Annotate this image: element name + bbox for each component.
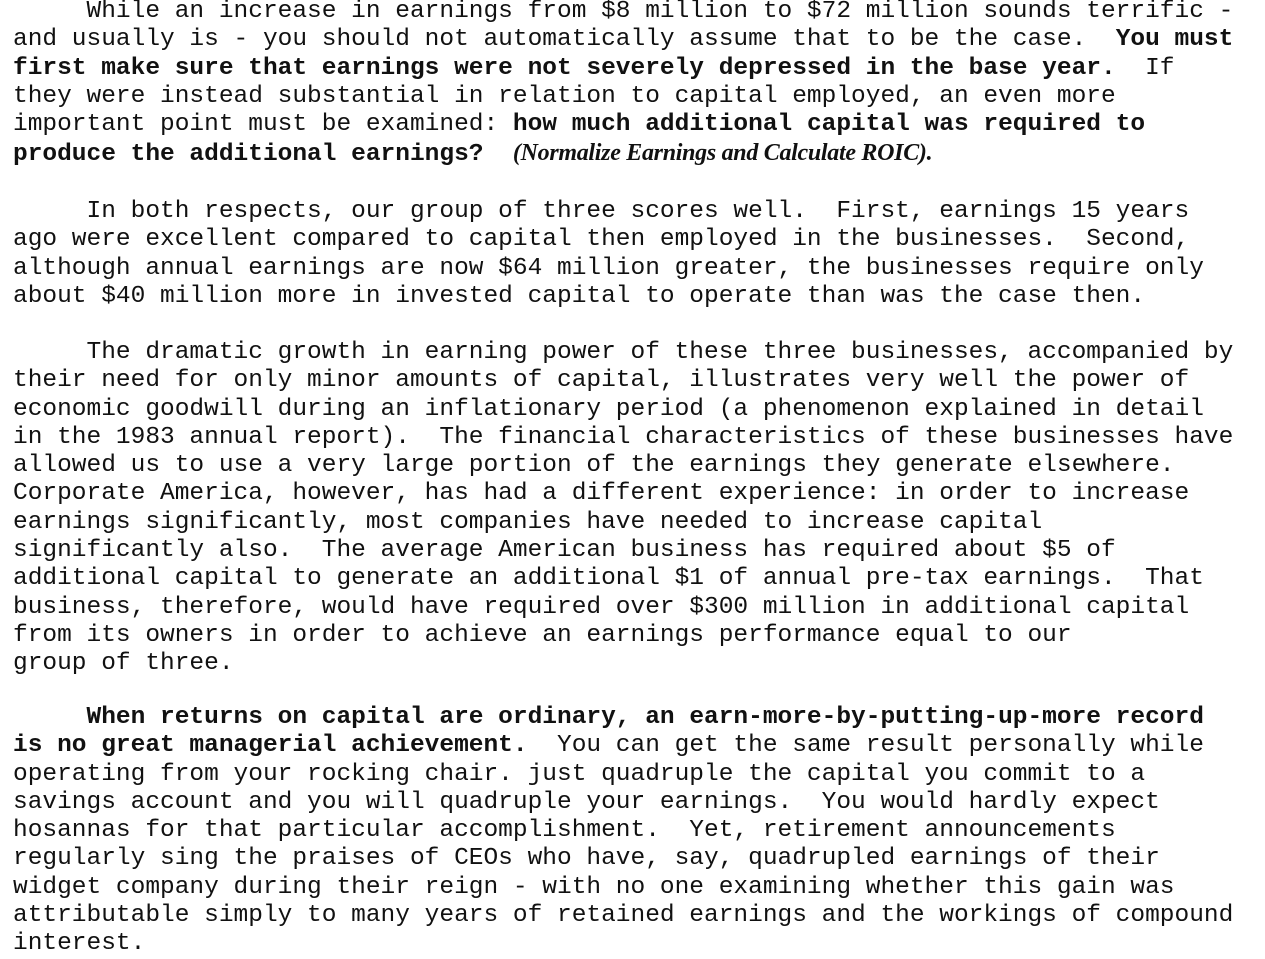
bold-text-span: When returns on capital are ordinary, an earn-more-by-putting-up-more record bbox=[86, 704, 1204, 731]
text-span: in the 1983 annual report). The financial characteristics of these businesses have bbox=[13, 423, 1234, 451]
text-span: If bbox=[1115, 54, 1175, 82]
text-line bbox=[13, 367, 1233, 395]
bold-text-span: first make sure that earnings were not severely depressed in the base year. bbox=[13, 54, 1116, 82]
text-span: significantly also. The average American business has required about $5 of bbox=[13, 537, 1116, 565]
text-span: operating from your rocking chair. just quadruple the capital you commit to a bbox=[13, 760, 1146, 788]
paragraph-4 bbox=[13, 704, 1233, 959]
text-line bbox=[13, 452, 1233, 480]
text-span: important point must be examined: bbox=[13, 111, 513, 139]
text-line bbox=[13, 424, 1233, 452]
text-line bbox=[13, 845, 1233, 873]
text-span: business, therefore, would have required over $300 million in additional capital bbox=[13, 593, 1190, 621]
text-span: about $40 million more in invested capital to operate than was the case then. bbox=[13, 282, 1146, 310]
text-span: allowed us to use a very large portion of the earnings they generate elsewhere. bbox=[13, 452, 1175, 480]
text-line bbox=[13, 0, 1233, 26]
bold-text-span: how much additional capital was required to bbox=[512, 111, 1146, 139]
text-line bbox=[13, 761, 1233, 789]
text-span: from its owners in order to achieve an earnings performance equal to our bbox=[13, 621, 1072, 649]
text-span: regularly sing the praises of CEOs who have, say, quadrupled earnings of their bbox=[13, 845, 1160, 873]
text-span bbox=[13, 704, 87, 731]
text-span: they were instead substantial in relation to capital employed, an even more bbox=[13, 82, 1116, 110]
text-line bbox=[13, 537, 1233, 565]
text-span: economic goodwill during an inflationary period (a phenomenon explained in detail bbox=[13, 395, 1204, 423]
text-line bbox=[13, 55, 1233, 83]
text-span: widget company during their reign - with no one examining whether this gain was bbox=[13, 873, 1175, 901]
text-span: Corporate America, however, has had a different experience: in order to increase bbox=[13, 480, 1190, 508]
text-line bbox=[13, 339, 1233, 367]
text-span: attributable simply to many years of retained earnings and the workings of compound bbox=[13, 902, 1234, 930]
text-span: their need for only minor amounts of capital, illustrates very well the power of bbox=[13, 367, 1190, 395]
text-line bbox=[13, 26, 1233, 54]
text-line bbox=[13, 509, 1233, 537]
text-span: additional capital to generate an additional $1 of annual pre-tax earnings. That bbox=[13, 565, 1204, 593]
text-span: earnings significantly, most companies have needed to increase capital bbox=[13, 508, 1043, 536]
text-line bbox=[13, 83, 1233, 111]
bold-text-span: is no great managerial achievement. bbox=[13, 732, 528, 760]
text-span: While an increase in earnings from $8 million to $72 million sounds terrific - bbox=[13, 0, 1234, 25]
paragraph-1 bbox=[13, 0, 1233, 168]
text-span: In both respects, our group of three scores well. First, earnings 15 years bbox=[13, 198, 1190, 225]
text-line bbox=[13, 622, 1233, 650]
text-span: hosannas for that particular accomplishment. Yet, retirement announcements bbox=[13, 817, 1116, 845]
text-span: group of three. bbox=[13, 650, 234, 678]
text-line bbox=[13, 817, 1233, 845]
text-line bbox=[13, 283, 1204, 311]
text-span: and usually is - you should not automatically assume that to be the case. bbox=[13, 26, 1116, 54]
text-line bbox=[13, 198, 1204, 226]
text-line bbox=[13, 874, 1233, 902]
bold-text-span: produce the additional earnings? bbox=[13, 141, 484, 169]
text-line bbox=[13, 732, 1233, 760]
text-line bbox=[13, 255, 1204, 283]
text-span: You can get the same result personally while bbox=[527, 732, 1204, 760]
paragraph-3 bbox=[13, 339, 1233, 679]
text-line bbox=[13, 226, 1204, 254]
text-line bbox=[13, 902, 1233, 930]
text-line bbox=[13, 139, 1233, 167]
text-line bbox=[13, 594, 1233, 622]
text-span: although annual earnings are now $64 million greater, the businesses require only bbox=[13, 254, 1204, 282]
text-line bbox=[13, 704, 1233, 732]
text-span: interest. bbox=[13, 930, 146, 958]
text-span bbox=[483, 141, 512, 168]
text-span: savings account and you will quadruple your earnings. You would hardly expect bbox=[13, 788, 1160, 816]
paragraph-2 bbox=[13, 198, 1204, 311]
text-line bbox=[13, 565, 1233, 593]
text-line bbox=[13, 111, 1233, 139]
text-line bbox=[13, 930, 1233, 958]
text-line bbox=[13, 396, 1233, 424]
text-span: The dramatic growth in earning power of these three businesses, accompanied by bbox=[13, 339, 1234, 366]
bold-text-span: You must bbox=[1115, 26, 1234, 54]
text-line bbox=[13, 480, 1233, 508]
text-line bbox=[13, 789, 1233, 817]
text-line bbox=[13, 650, 1233, 678]
text-span: ago were excellent compared to capital then employed in the businesses. Second, bbox=[13, 226, 1190, 254]
italic-note-span: (Normalize Earnings and Calculate ROIC). bbox=[512, 140, 933, 167]
